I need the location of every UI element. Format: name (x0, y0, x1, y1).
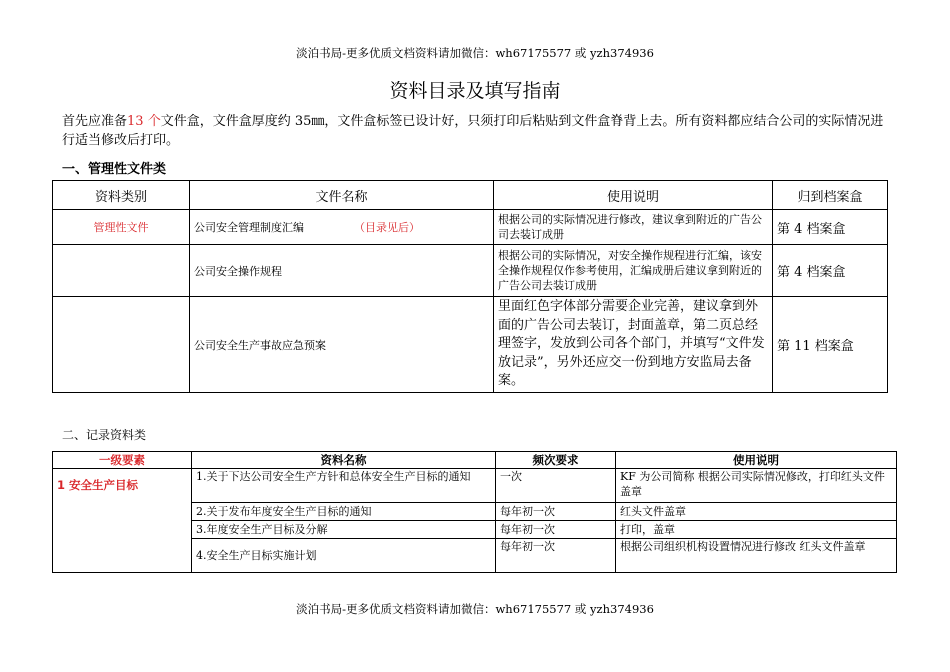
intro-paragraph (62, 112, 892, 150)
file-name-cell (190, 245, 494, 297)
frequency-cell: 一次 (496, 469, 616, 503)
file-name: 公司安全生产事故应急预案 (194, 338, 326, 352)
usage-cell: 红头文件盖章 (616, 503, 897, 521)
intro-text-after: 文件盒，文件盒厚度约 35㎜，文件盒标签已设计好，只须打印后粘贴到文件盒脊背上去。所有资料都应结合公司的实际情况进行适当修改后打印。 (62, 114, 884, 148)
file-name: 公司安全管理制度汇编 (194, 221, 304, 234)
intro-highlight: 13 个 (127, 114, 161, 129)
section1-heading: 一、管理性文件类 (62, 162, 167, 177)
archive-box-cell: 第 4 档案盒 (773, 210, 888, 245)
table-row (53, 210, 888, 245)
column-header: 使用说明 (494, 181, 773, 210)
usage-cell: KF 为公司简称 根据公司实际情况修改，打印红头文件 盖章 (616, 469, 897, 503)
section2-heading: 二、记录资料类 (62, 428, 147, 442)
table-row (53, 469, 897, 503)
archive-box-cell: 第 4 档案盒 (773, 245, 888, 297)
record-name-cell: 4.安全生产目标实施计划 (192, 539, 496, 573)
usage-cell: 打印，盖章 (616, 521, 897, 539)
usage-cell: 根据公司的实际情况，对安全操作规程进行汇编，该安全操作规程仅作参考使用，汇编成册后建议拿到附近的广告公司去装订成册 (494, 245, 773, 297)
usage-cell: 根据公司组织机构设置情况进行修改 红头文件盖章 (616, 539, 897, 573)
column-header: 频次要求 (496, 452, 616, 469)
column-header: 一级要素 (53, 452, 192, 469)
page-footer: 淡泊书局-更多优质文档资料请加微信：wh67175577 或 yzh374936 (296, 602, 654, 616)
record-name-cell: 3.年度安全生产目标及分解 (192, 521, 496, 539)
column-header: 资料名称 (192, 452, 496, 469)
column-header: 使用说明 (616, 452, 897, 469)
table-header-row (53, 452, 897, 469)
table-row (53, 245, 888, 297)
category-cell (53, 245, 190, 297)
frequency-cell: 每年初一次 (496, 539, 616, 573)
usage-cell: 根据公司的实际情况进行修改，建议拿到附近的广告公司去装订成册 (494, 210, 773, 245)
column-header: 资料类别 (53, 181, 190, 210)
frequency-cell: 每年初一次 (496, 503, 616, 521)
table-row (53, 297, 888, 393)
file-note: （目录见后） (354, 221, 420, 234)
column-header: 归到档案盒 (773, 181, 888, 210)
element-cell: 1 安全生产目标 (53, 469, 192, 573)
page-title: 资料目录及填写指南 (389, 80, 561, 102)
file-name: 公司安全操作规程 (194, 264, 282, 278)
file-name-cell (190, 210, 494, 245)
management-files-table (52, 180, 888, 393)
record-name-cell: 2.关于发布年度安全生产目标的通知 (192, 503, 496, 521)
record-name-cell: 1.关于下达公司安全生产方针和总体安全生产目标的通知 (192, 469, 496, 503)
table-header-row (53, 181, 888, 210)
file-name-cell (190, 297, 494, 393)
records-table (52, 451, 897, 573)
page-header: 淡泊书局-更多优质文档资料请加微信：wh67175577 或 yzh374936 (296, 46, 654, 60)
column-header: 文件名称 (190, 181, 494, 210)
category-cell: 管理性文件 (53, 210, 190, 245)
archive-box-cell: 第 11 档案盒 (773, 297, 888, 393)
usage-cell: 里面红色字体部分需要企业完善，建议拿到外面的广告公司去装订，封面盖章，第二页总经理签字，发放到公司各个部门，并填写“文件发放记录”，另外还应交一份到地方安监局去备案。 (494, 297, 773, 393)
frequency-cell: 每年初一次 (496, 521, 616, 539)
intro-text-before: 首先应准备 (62, 114, 128, 129)
category-cell (53, 297, 190, 393)
